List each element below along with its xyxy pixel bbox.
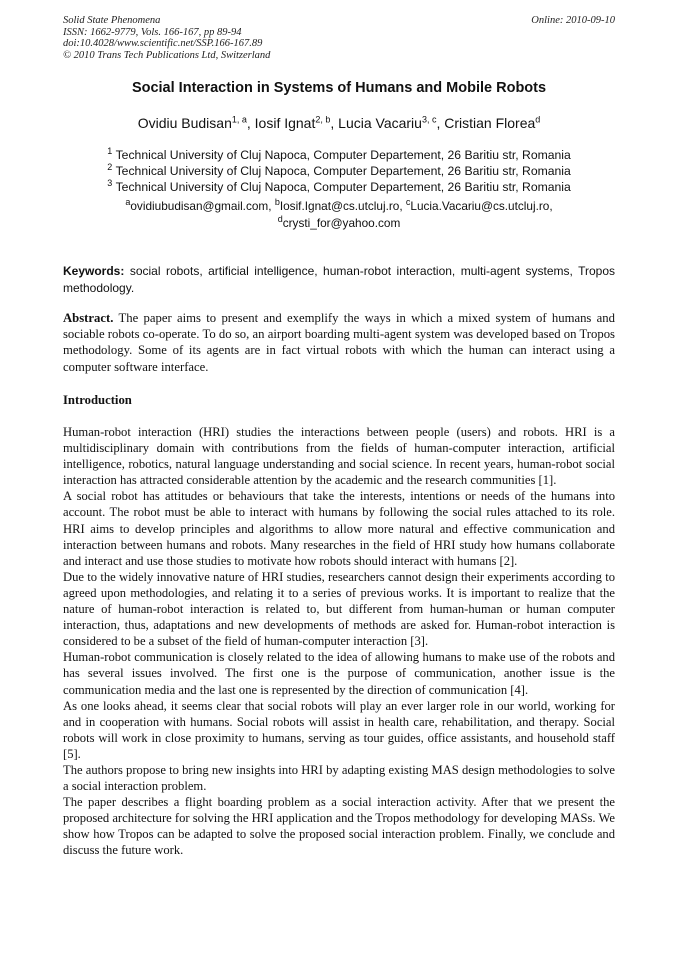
- paragraph: Human-robot communication is closely related to the idea of allowing humans to make use of the robots and has several issues involved. The first one is the purpose of communication, another issue is the communication media and the last one is represented by the direction of communication [4].: [63, 650, 615, 697]
- online-date: Online: 2010-09-10: [531, 15, 615, 26]
- affiliation-1: [63, 145, 615, 162]
- introduction-body: [63, 424, 615, 859]
- affiliation-mark: 3: [107, 177, 113, 188]
- affiliation-mark: 2: [107, 161, 113, 172]
- email-list: [63, 198, 615, 232]
- paragraph: Human-robot interaction (HRI) studies the interactions between people (users) and robots. HRI is a multidisciplinary domain with contributions from the fields of human-computer interaction, artificial intelligence, robotics, natural language understanding and social science. In recent years, human-robot social interaction has attracted considerable attention by the academic and the research communities [1].: [63, 425, 615, 488]
- affiliation-text: Technical University of Cluj Napoca, Computer Departement, 26 Baritiu str, Romania: [115, 164, 571, 178]
- affiliation-mark: 1: [107, 145, 113, 156]
- copyright-line: © 2010 Trans Tech Publications Ltd, Switzerland: [63, 49, 271, 61]
- author-list: [63, 115, 615, 131]
- author-separator: ,: [330, 115, 339, 131]
- email-mark: b: [274, 197, 280, 208]
- email-mark: d: [277, 214, 283, 225]
- email-mark: c: [405, 197, 411, 208]
- doi-line: doi:10.4028/www.scientific.net/SSP.166-167.89: [63, 38, 263, 49]
- affiliation-text: Technical University of Cluj Napoca, Computer Departement, 26 Baritiu str, Romania: [115, 180, 571, 194]
- email-address: Lucia.Vacariu@cs.utcluj.ro,: [410, 199, 553, 213]
- issn-line: ISSN: 1662-9779, Vols. 166-167, pp 89-94: [63, 26, 242, 38]
- email-mark: a: [125, 197, 131, 208]
- paragraph: The paper describes a flight boarding problem as a social interaction activity. After that we present the proposed architecture for solving the HRI application and the Tropos methodology for developing MASs. We show how Tropos can be adapted to solve the proposed social interaction problem. Finally, we conclude and discuss the future work.: [63, 795, 615, 858]
- affiliation-3: [63, 177, 615, 194]
- paragraph: The authors propose to bring new insights into HRI by adapting existing MAS design methodologies to solve a social interaction problem.: [63, 762, 615, 794]
- author-affil-mark: 2, b: [315, 114, 331, 125]
- author-affil-mark: d: [535, 114, 541, 125]
- paragraph: A social robot has attitudes or behaviours that take the interests, intentions or needs of the humans into account. The robot must be able to interact with humans by following the social rules attached to its role. HRI aims to develop principles and algorithms to allow more natural and effective communication and interaction between humans and robots. Many researches in the field of HRI study how humans collaborate and interact and use those studies to motivate how robots should interact with humans [2].: [63, 489, 615, 568]
- author-name: Iosif Ignat: [254, 115, 316, 131]
- author-name: Lucia Vacariu: [338, 115, 422, 131]
- keywords-text: social robots, artificial intelligence, human-robot interaction, multi-agent systems, Tropos methodology.: [63, 264, 615, 295]
- keywords-label: Keywords:: [63, 264, 125, 278]
- paper-title: Social Interaction in Systems of Humans and Mobile Robots: [131, 80, 547, 96]
- author-separator: ,: [246, 115, 255, 131]
- journal-name: Solid State Phenomena: [63, 15, 161, 26]
- author-name: Ovidiu Budisan: [137, 115, 232, 131]
- paragraph: As one looks ahead, it seems clear that social robots will play an ever larger role in our world, working for and in cooperation with humans. Social robots will assist in health care, rehabilitation, and therapy. Social robots will work in close proximity to humans, serving as tour guides, office assistants, and household staff [5].: [63, 698, 615, 761]
- author-affil-mark: 1, a: [231, 114, 247, 125]
- abstract-label: Abstract.: [63, 311, 114, 325]
- paragraph: Due to the widely innovative nature of HRI studies, researchers cannot design their experiments according to agreed upon methodologies, and relating it to a series of previous works. It is important to realize that the nature of human-robot interaction is related to, but different from human-human or human computer interaction, thus, adaptations and new developments of methods are asked for. Human-robot interaction is considered to be a subset of the field of human-computer interaction [3].: [63, 569, 615, 649]
- author-separator: ,: [436, 115, 445, 131]
- journal-header: [63, 15, 423, 61]
- abstract-block: [63, 310, 615, 375]
- author-affil-mark: 3, c: [421, 114, 437, 125]
- author-name: Cristian Florea: [444, 115, 536, 131]
- affiliation-2: [63, 161, 615, 178]
- section-heading: Introduction: [63, 393, 132, 407]
- abstract-text: The paper aims to present and exemplify the ways in which a mixed system of humans and sociable robots co-operate. To do so, an airport boarding multi-agent system was developed based on Tropos methodology. Some of its agents are in fact virtual robots with which the human can interact using a computer software interface.: [63, 311, 615, 374]
- email-address: ovidiubudisan@gmail.com,: [130, 199, 275, 213]
- email-address: Iosif.Ignat@cs.utcluj.ro,: [279, 199, 406, 213]
- affiliation-text: Technical University of Cluj Napoca, Computer Departement, 26 Baritiu str, Romania: [115, 148, 571, 162]
- email-address: crysti_for@yahoo.com: [282, 216, 401, 230]
- keywords-block: [63, 263, 615, 297]
